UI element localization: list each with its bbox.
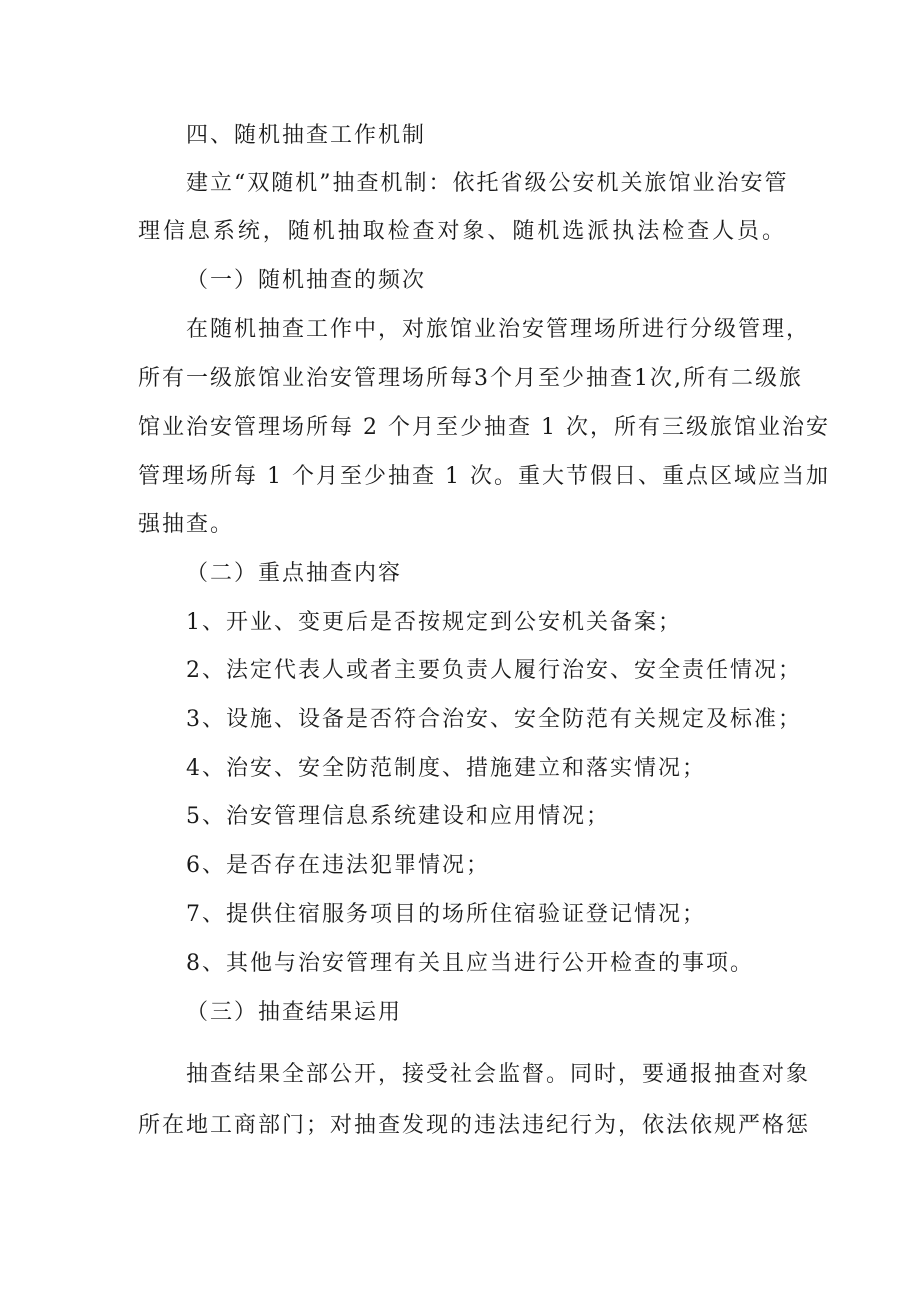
sub1-line-2: 所有一级旅馆业治安管理场所每3个月至少抽查1次,所有二级旅 [138,366,803,391]
section-heading: 四、随机抽查工作机制 [186,123,427,148]
sub3-line-2: 所在地工商部门；对抽查发现的违法违纪行为，依法依规严格惩 [138,1113,811,1138]
sub1-line-5: 强抽查。 [138,512,235,537]
sub1-line-3: 馆业治安管理场所每 2 个月至少抽查 1 次，所有三级旅馆业治安 [138,415,830,440]
list-item: 1、开业、变更后是否按规定到公安机关备案； [186,610,682,635]
list-item: 5、治安管理信息系统建设和应用情况； [186,804,610,829]
sub1-line-1: 在随机抽查工作中，对旅馆业治安管理场所进行分级管理， [186,317,811,342]
list-item: 4、治安、安全防范制度、措施建立和落实情况； [186,756,706,781]
subsection-3-heading: （三）抽查结果运用 [186,1000,403,1025]
sub1-line-4: 管理场所每 1 个月至少抽查 1 次。重大节假日、重点区域应当加 [138,464,830,489]
intro-line-2: 理信息系统，随机抽取检查对象、随机选派执法检查人员。 [138,219,786,244]
subsection-2-heading: （二）重点抽查内容 [186,561,403,586]
list-item: 7、提供住宿服务项目的场所住宿验证登记情况； [186,902,706,927]
sub3-line-1: 抽查结果全部公开，接受社会监督。同时，要通报抽查对象 [186,1062,811,1087]
list-item: 8、其他与治安管理有关且应当进行公开检查的事项。 [186,951,754,976]
intro-line-1: 建立“双随机”抽查机制：依托省级公安机关旅馆业治安管 [186,171,789,196]
subsection-1-heading: （一）随机抽查的频次 [186,268,427,293]
list-item: 3、设施、设备是否符合治安、安全防范有关规定及标准； [186,707,802,732]
list-item: 2、法定代表人或者主要负责人履行治安、安全责任情况； [186,658,802,683]
list-item: 6、是否存在违法犯罪情况； [186,853,490,878]
